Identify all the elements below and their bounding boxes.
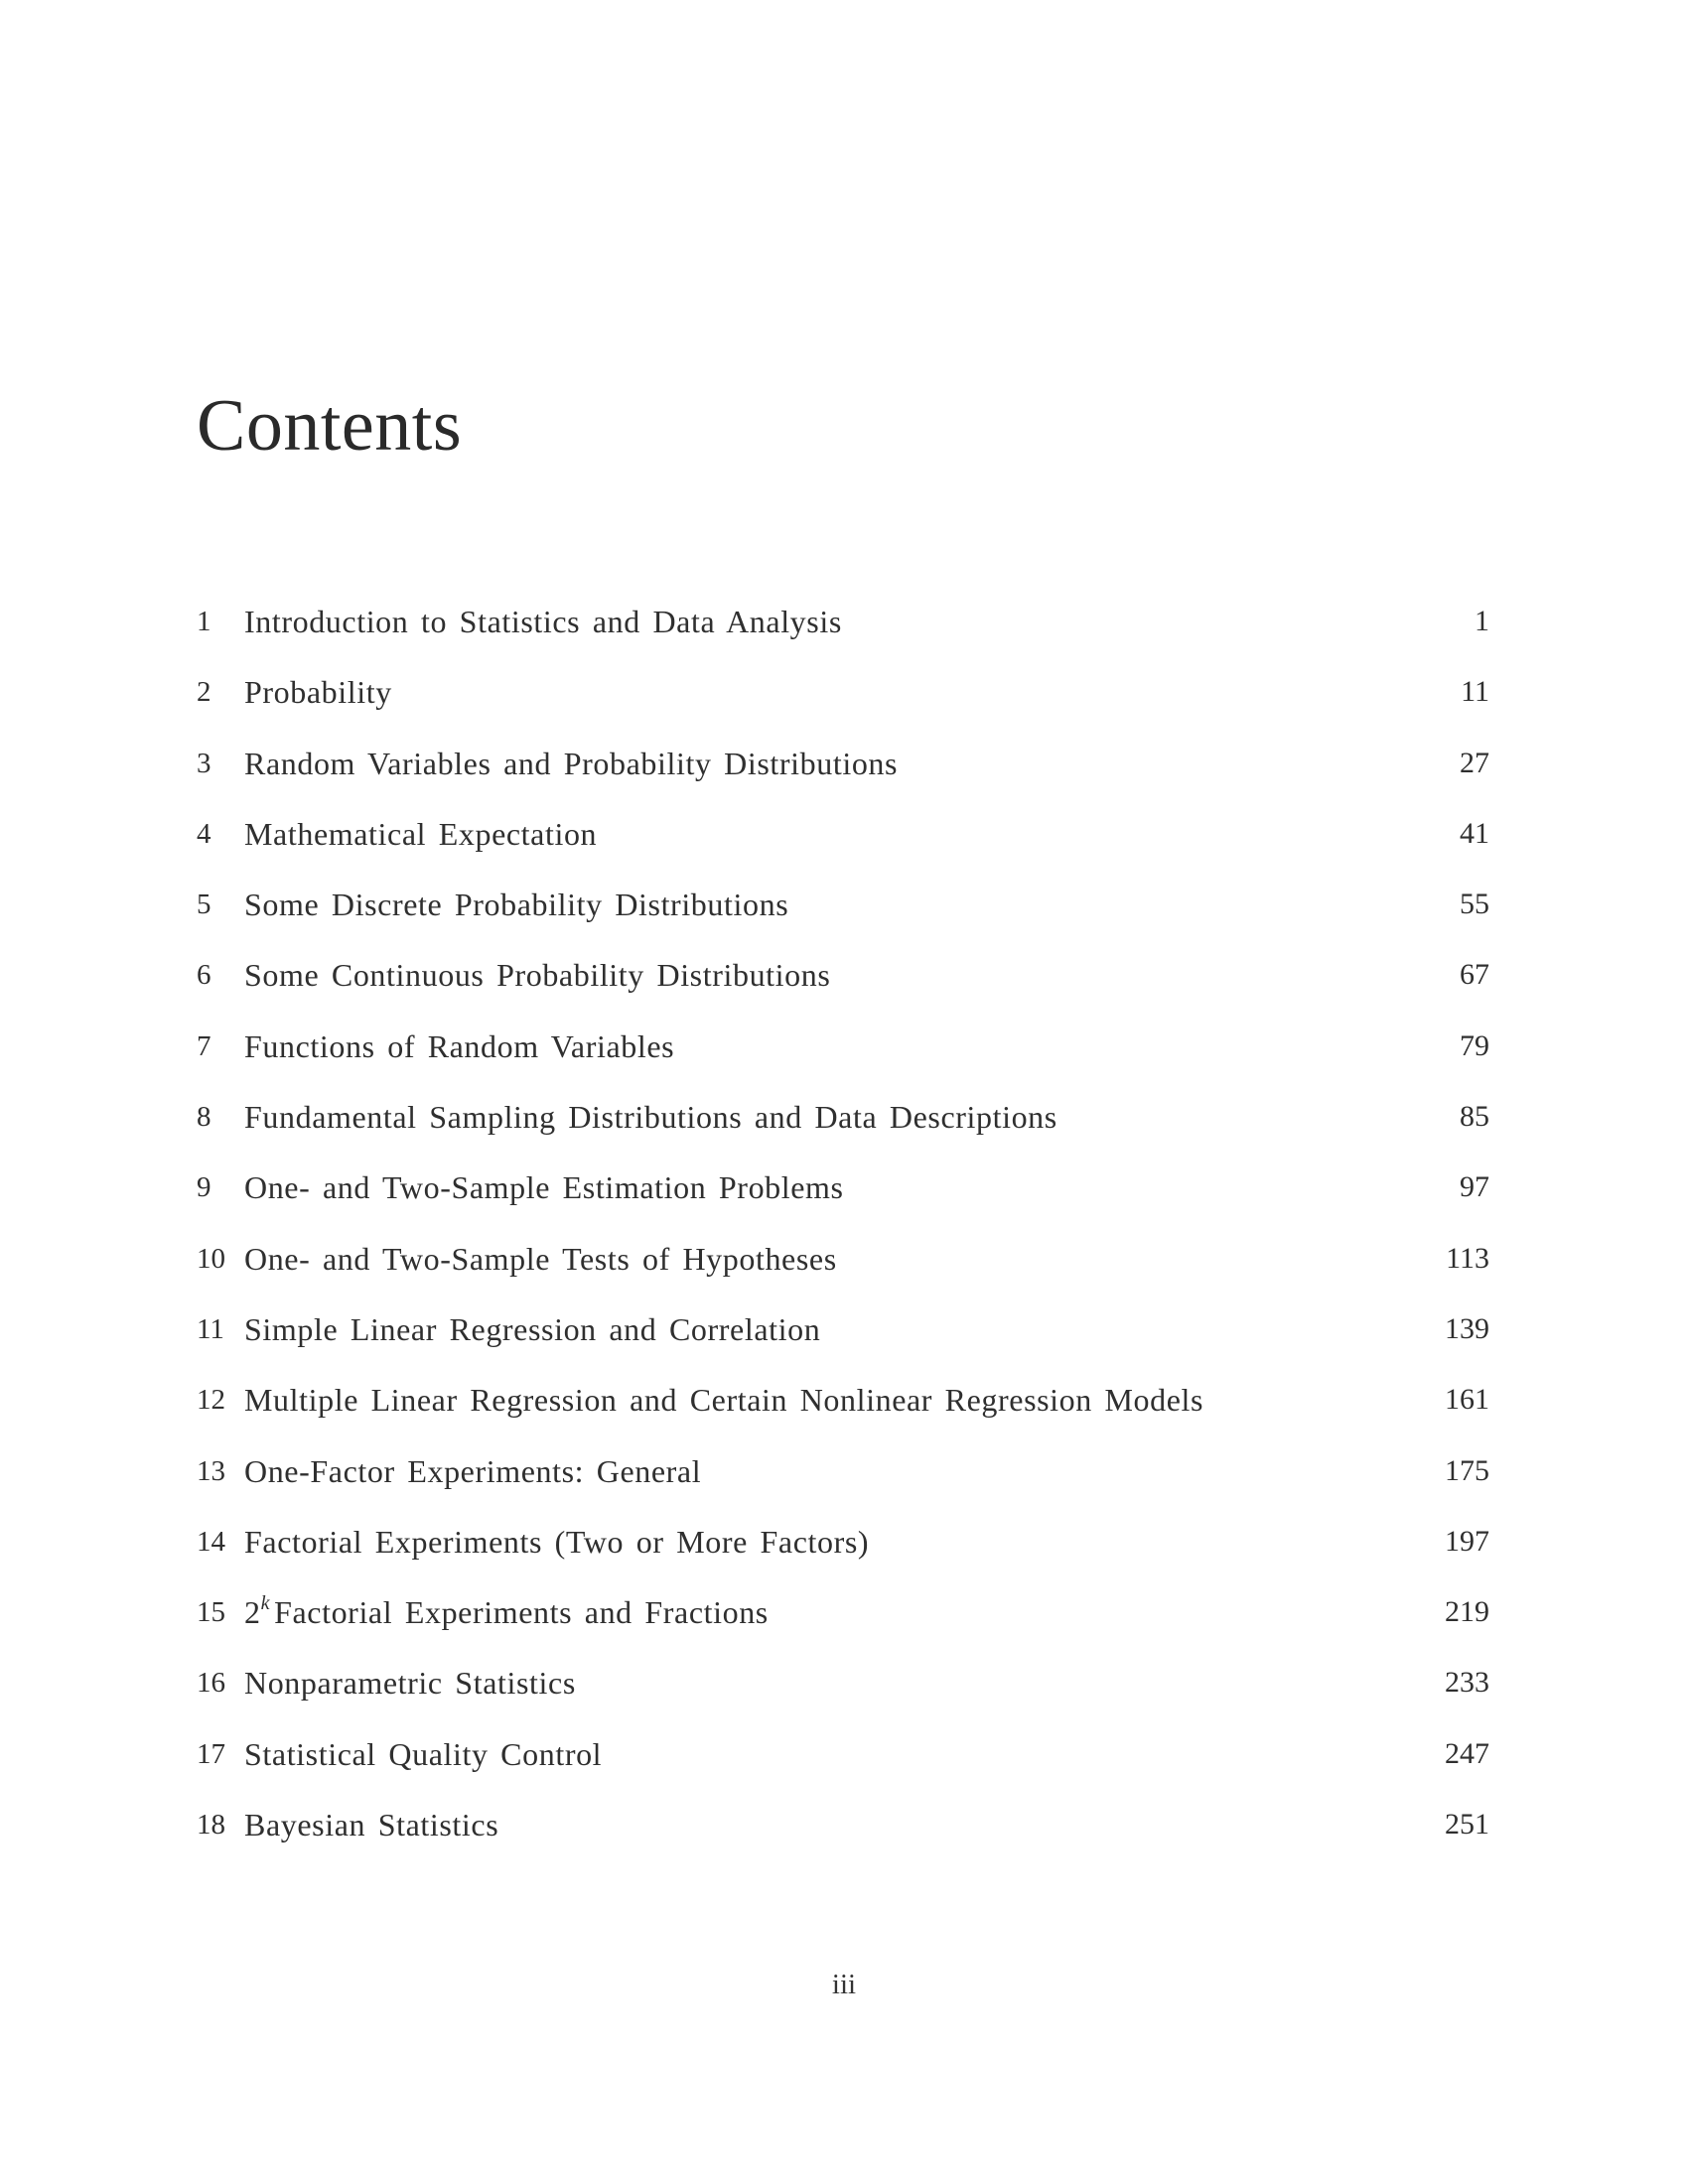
chapter-title: Some Discrete Probability Distributions: [244, 887, 789, 923]
toc-entry[interactable]: [197, 1376, 1489, 1446]
chapter-page: 233: [1445, 1666, 1489, 1700]
chapter-title: Multiple Linear Regression and Certain Nonlinear Regression Models: [244, 1382, 1204, 1419]
title-prefix: 2: [244, 1594, 261, 1631]
chapter-title: Fundamental Sampling Distributions and Data Descriptions: [244, 1099, 1057, 1136]
toc-entry[interactable]: [197, 1518, 1489, 1588]
chapter-title: One- and Two-Sample Tests of Hypotheses: [244, 1240, 837, 1277]
chapter-title: Bayesian Statistics: [244, 1807, 499, 1843]
chapter-page: 219: [1445, 1595, 1489, 1629]
chapter-number: 6: [197, 959, 211, 992]
chapter-page: 113: [1446, 1241, 1489, 1275]
chapter-page: 175: [1445, 1453, 1489, 1487]
chapter-title: Introduction to Statistics and Data Analysis: [244, 604, 842, 639]
chapter-title: Some Continuous Probability Distributions: [244, 957, 831, 994]
chapter-title: One- and Two-Sample Estimation Problems: [244, 1169, 844, 1206]
toc-entry[interactable]: [197, 1801, 1489, 1871]
chapter-number: 10: [197, 1242, 225, 1275]
toc-entry[interactable]: [197, 1730, 1489, 1801]
chapter-page: 11: [1461, 675, 1489, 709]
chapter-number: 2: [197, 676, 211, 709]
chapter-page: 67: [1460, 958, 1489, 992]
chapter-title: Factorial Experiments (Two or More Factors): [244, 1523, 870, 1560]
table-of-contents: [197, 598, 1489, 1871]
page-number: iii: [831, 1969, 857, 2000]
chapter-number: 7: [197, 1029, 211, 1062]
chapter-title: Functions of Random Variables: [244, 1027, 675, 1064]
chapter-title: Statistical Quality Control: [244, 1735, 603, 1772]
chapter-number: 4: [197, 817, 211, 850]
chapter-title: [244, 1588, 769, 1636]
chapter-page: 79: [1460, 1028, 1489, 1062]
chapter-title: Simple Linear Regression and Correlation: [244, 1310, 821, 1347]
chapter-page: 251: [1445, 1808, 1489, 1842]
chapter-page: 197: [1445, 1524, 1489, 1558]
toc-entry[interactable]: [197, 1588, 1489, 1659]
chapter-title: Nonparametric Statistics: [244, 1665, 576, 1702]
toc-entry[interactable]: [197, 881, 1489, 951]
toc-entry[interactable]: [197, 740, 1489, 810]
chapter-page: 1: [1475, 605, 1489, 637]
chapter-title: Probability: [244, 674, 392, 711]
toc-entry[interactable]: [197, 1163, 1489, 1234]
chapter-number: 15: [197, 1596, 225, 1629]
toc-entry[interactable]: [197, 1305, 1489, 1376]
chapter-number: 14: [197, 1525, 225, 1558]
chapter-number: 8: [197, 1101, 211, 1134]
toc-entry[interactable]: [197, 1093, 1489, 1163]
toc-entry[interactable]: [197, 668, 1489, 739]
chapter-number: 3: [197, 747, 211, 779]
toc-entry[interactable]: [197, 1659, 1489, 1729]
toc-entry[interactable]: [197, 951, 1489, 1022]
toc-entry[interactable]: [197, 1023, 1489, 1093]
chapter-title: Random Variables and Probability Distributions: [244, 745, 899, 781]
chapter-number: 1: [197, 606, 211, 637]
chapter-number: 9: [197, 1171, 211, 1204]
toc-entry[interactable]: [197, 810, 1489, 881]
chapter-page: 55: [1460, 887, 1489, 921]
page-title: Contents: [197, 385, 463, 467]
chapter-number: 11: [197, 1312, 224, 1345]
chapter-number: 17: [197, 1737, 225, 1770]
chapter-number: 18: [197, 1809, 225, 1842]
chapter-page: 247: [1445, 1736, 1489, 1770]
title-superscript: k: [260, 1592, 271, 1615]
toc-entry[interactable]: [197, 1447, 1489, 1518]
chapter-number: 12: [197, 1384, 225, 1417]
chapter-page: 27: [1460, 746, 1489, 779]
chapter-page: 85: [1460, 1100, 1489, 1134]
toc-entry[interactable]: [197, 598, 1489, 668]
chapter-page: 97: [1460, 1170, 1489, 1204]
chapter-page: 161: [1445, 1383, 1489, 1417]
chapter-number: 5: [197, 888, 211, 921]
chapter-page: 139: [1445, 1311, 1489, 1345]
chapter-title: Mathematical Expectation: [244, 815, 598, 852]
toc-entry[interactable]: [197, 1235, 1489, 1305]
chapter-number: 13: [197, 1454, 225, 1487]
chapter-number: 16: [197, 1667, 225, 1700]
title-text: Factorial Experiments and Fractions: [274, 1594, 769, 1631]
chapter-title: One-Factor Experiments: General: [244, 1452, 702, 1489]
chapter-page: 41: [1460, 816, 1489, 850]
